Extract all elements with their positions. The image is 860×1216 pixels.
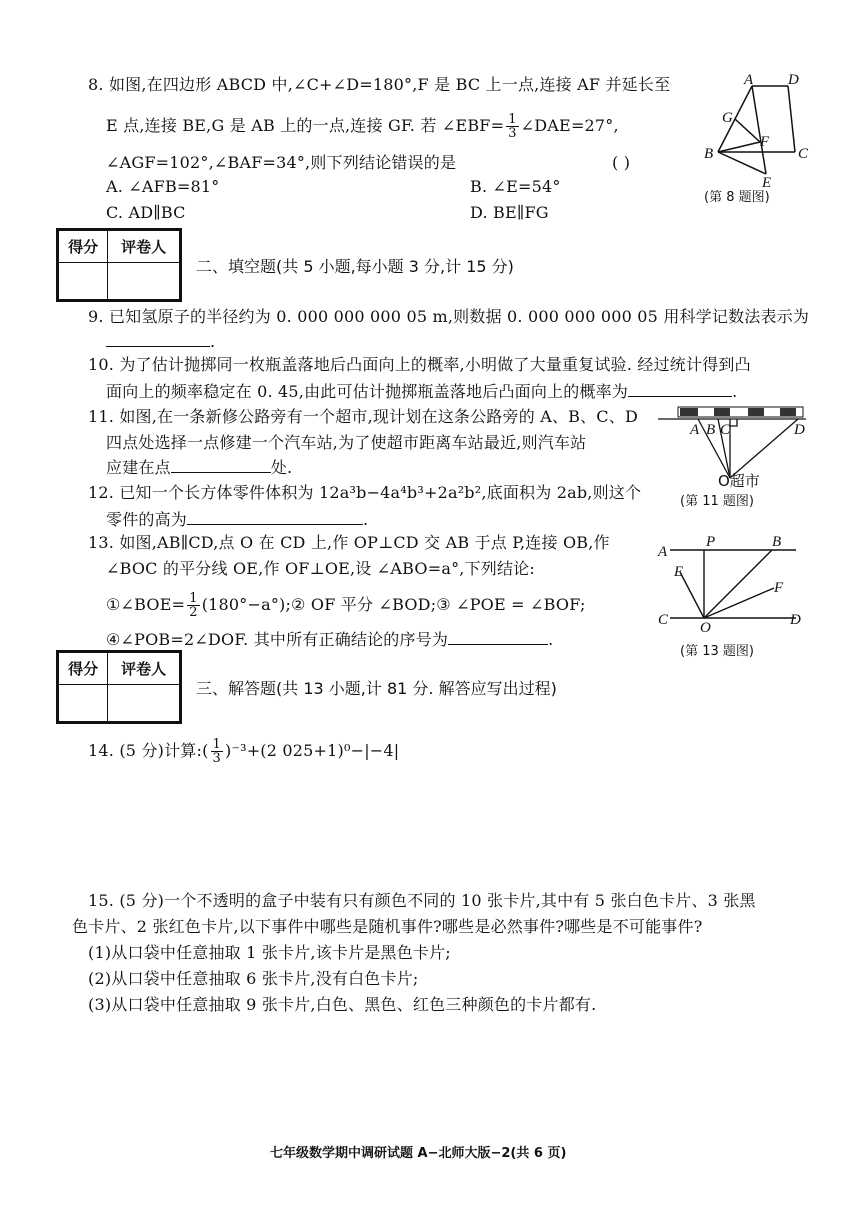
score-label: 得分 [59,653,108,685]
q10-period: . [732,382,738,401]
q14-part2: )⁻³+(2 025+1)⁰−|−4| [225,741,400,760]
q8-line1: 8. 如图,在四边形 ABCD 中,∠C+∠D=180°,F 是 BC 上一点,连接 AF 并延长至 [88,75,671,94]
q13-line3-part1: ①∠BOE= [106,595,186,614]
q13-line1: 13. 如图,AB∥CD,点 O 在 CD 上,作 OP⊥CD 交 AB 于点 P,连接 OB,作 [88,533,610,552]
q13-fig-label-e: E [674,564,684,580]
q8-answer-paren: ( ) [612,153,631,172]
score-box-1 [56,228,182,302]
q9-answer-blank[interactable] [106,330,210,347]
q10-line2 [106,380,737,403]
q11-line1: 11. 如图,在一条新修公路旁有一个超市,现计划在这条公路旁的 A、B、C、D [88,407,638,426]
q15-item2: (2)从口袋中任意抽取 6 张卡片,没有白色卡片; [88,969,419,988]
q13-frac-num: 1 [189,591,198,606]
q11-figure-caption: (第 11 题图) [680,494,754,509]
q8-fig-label-c: C [798,146,809,162]
q8-fraction [506,113,518,140]
q8-option-d: D. BE∥FG [470,203,549,222]
q11-fig-label-d: D [794,422,805,438]
q15-item1: (1)从口袋中任意抽取 1 张卡片,该卡片是黑色卡片; [88,943,451,962]
score-label: 得分 [59,231,108,263]
q12-answer-blank[interactable] [187,508,363,525]
q13-line4 [106,628,553,651]
q11-line3 [106,456,292,479]
q15-item3: (3)从口袋中任意抽取 9 张卡片,白色、黑色、红色三种颜色的卡片都有. [88,995,597,1014]
grader-label: 评卷人 [108,231,180,263]
q13-fig-label-o: O [700,620,711,634]
q8-fig-label-f: F [760,134,770,150]
q14-fraction [211,738,223,765]
q11-line3-part2: 处. [270,458,293,477]
grader-label: 评卷人 [108,653,180,685]
q11-line3-part1: 应建在点 [106,458,171,477]
q8-figure-caption: (第 8 题图) [704,190,770,205]
q8-frac-num: 1 [508,112,517,127]
q8-option-b: B. ∠E=54° [470,177,561,196]
q9-period: . [210,332,216,351]
q8-frac-den: 3 [508,126,517,141]
q13-line2: ∠BOC 的平分线 OE,作 OF⊥OE,设 ∠ABO=a°,下列结论: [106,559,535,578]
q13-fig-label-c: C [658,612,669,628]
section-3-title: 三、解答题(共 13 小题,计 81 分. 解答应写出过程) [196,679,557,698]
q10-answer-blank[interactable] [628,380,732,397]
q15-answer-area[interactable] [88,1024,808,1124]
q8-option-c: C. AD∥BC [106,203,186,222]
q13-fraction [187,592,199,619]
grader-cell[interactable] [108,263,180,300]
score-box-2 [56,650,182,724]
q10-line2-text: 面向上的频率稳定在 0. 45,由此可估计抛掷瓶盖落地后凸面向上的概率为 [106,382,629,401]
q11-answer-blank[interactable] [171,456,271,473]
q8-fig-label-a: A [744,72,754,88]
q8-line2-part2: ∠DAE=27°, [520,116,619,135]
q14-frac-num: 1 [212,737,221,752]
q13-fig-label-p: P [706,534,716,550]
q9-line1: 9. 已知氢原子的半径约为 0. 000 000 000 05 m,则数据 0. 000 000 000 05 用科学记数法表示为 [88,307,810,326]
q13-fig-label-d: D [790,612,801,628]
q9-line2 [106,330,215,353]
q12-line2-part1: 零件的高为 [106,510,188,529]
q13-figure-caption: (第 13 题图) [680,644,754,659]
q15-line2: 色卡片、2 张红色卡片,以下事件中哪些是随机事件?哪些是必然事件?哪些是不可能事件? [72,917,703,936]
q13-fig-label-f: F [774,580,784,596]
q14-line [88,738,399,765]
q13-figure [656,534,806,634]
q11-fig-label-a: A [690,422,700,438]
q12-line1: 12. 已知一个长方体零件体积为 12a³b−4a⁴b³+2a²b²,底面积为 2ab,则这个 [88,483,642,502]
q13-period: . [548,630,554,649]
q11-line2: 四点处选择一点修建一个汽车站,为了使超市距离车站最近,则汽车站 [106,433,587,452]
page-footer: 七年级数学期中调研试题 A−北师大版−2(共 6 页) [270,1146,567,1161]
q15-line1: 15. (5 分)一个不透明的盒子中装有只有颜色不同的 10 张卡片,其中有 5 张白色卡片、3 张黑 [88,891,756,910]
q8-line3: ∠AGF=102°,∠BAF=34°,则下列结论错误的是 [106,153,457,172]
q8-figure [700,72,820,192]
q13-line3 [106,592,586,619]
q13-fig-label-a: A [658,544,668,560]
score-cell[interactable] [59,685,108,722]
q13-frac-den: 2 [189,605,198,620]
score-cell[interactable] [59,263,108,300]
q14-answer-area[interactable] [88,768,808,878]
q13-line4-part1: ④∠POB=2∠DOF. 其中所有正确结论的序号为 [106,630,449,649]
q11-fig-label-b: B [706,422,716,438]
q13-answer-blank[interactable] [448,628,548,645]
q10-line1: 10. 为了估计抛掷同一枚瓶盖落地后凸面向上的概率,小明做了大量重复试验. 经过统计得到凸 [88,355,751,374]
q8-fig-label-e: E [762,175,772,191]
q8-fig-label-d: D [788,72,799,88]
q8-option-a: A. ∠AFB=81° [106,177,220,196]
section-2-title: 二、填空题(共 5 小题,每小题 3 分,计 15 分) [196,257,514,276]
q11-fig-label-c: C [720,422,731,438]
q12-line2 [106,508,368,531]
q14-part1: 14. (5 分)计算:( [88,741,209,760]
q8-fig-label-g: G [722,110,733,126]
grader-cell[interactable] [108,685,180,722]
q12-period: . [363,510,369,529]
q11-fig-supermarket-label: O超市 [718,472,760,490]
q14-frac-den: 3 [212,751,221,766]
q13-line3-part2: (180°−a°);② OF 平分 ∠BOD;③ ∠POE = ∠BOF; [201,595,586,614]
q8-fig-label-b: B [704,146,714,162]
q13-fig-label-b: B [772,534,782,550]
q8-line2-part1: E 点,连接 BE,G 是 AB 上的一点,连接 GF. 若 ∠EBF= [106,116,505,135]
q8-line2 [106,113,619,140]
road [678,407,803,417]
